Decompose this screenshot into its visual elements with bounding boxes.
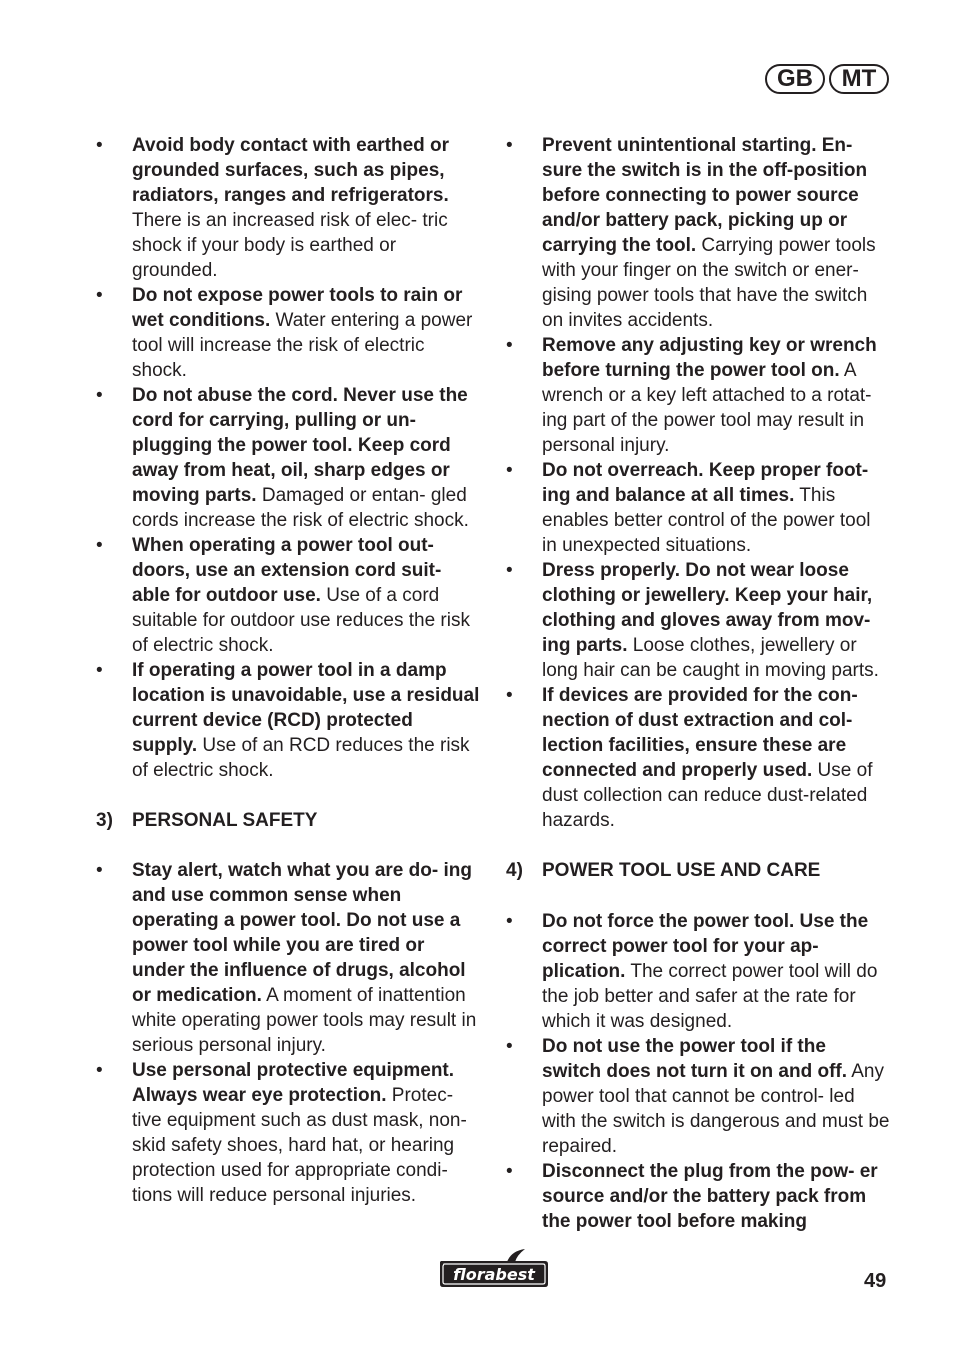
item-bold-text: If devices are provided for the con- nection of dust extraction and col- lection facilities, ensure these are connected and properly used. [542,685,858,781]
item-bold-text: Do not force the power tool. Use the correct power tool for your ap- plication. [542,911,869,982]
item-text: The correct power tool will do the job better and safer at the rate for which it was designed. [542,961,878,1032]
item-bold-text: Dress properly. Do not wear loose clothing or jewellery. Keep your hair, clothing and gloves away from mov- ing parts. [542,560,873,656]
list-item [96,383,480,533]
list-item [506,909,890,1034]
item-bold-text: Do not abuse the cord. Never use the cord for carrying, pulling or un- plugging the power tool. Keep cord away from heat, oil, sharp edges or moving parts. [132,385,468,506]
item-text: Use of an RCD reduces the risk of electric shock. [132,735,470,781]
list-item [506,1159,890,1234]
language-badge-mt: MT [829,64,889,94]
item-bold-text: Do not overreach. Keep proper foot- ing and balance at all times. [542,460,869,506]
item-bold-text: Disconnect the plug from the pow- er source and/or the battery pack from the power tool before making [542,1161,878,1232]
section-number: 4) [506,860,523,881]
bullet: • [506,135,513,156]
item-text: There is an increased risk of elec- tric shock if your body is earthed or grounded. [132,210,448,281]
language-badges [765,64,889,94]
bullet: • [506,1161,513,1182]
item-text: Use of a cord suitable for outdoor use reduces the risk of electric shock. [132,585,470,656]
bullet: • [96,385,103,406]
florabest-logo [437,1247,551,1289]
bullet: • [96,660,103,681]
logo-text: florabest [453,1265,535,1284]
list-item [96,533,480,658]
bullet: • [506,911,513,932]
item-bold-text: Do not use the power tool if the switch does not turn it on and off. [542,1036,848,1082]
bullet: • [506,335,513,356]
item-bold-text: When operating a power tool out- doors, use an extension cord suit- able for outdoor use. [132,535,442,606]
page-number: 49 [864,1270,887,1292]
item-text: Any power tool that cannot be control- led with the switch is dangerous and must be repaired. [542,1061,890,1157]
list-item [96,658,480,783]
bullet: • [506,685,513,706]
item-text: Damaged or entan- gled cords increase the risk of electric shock. [132,485,469,531]
list-item [96,283,480,383]
left-column [96,133,480,1208]
bullet: • [96,1060,103,1081]
list-item [506,683,890,833]
bullet: • [96,135,103,156]
item-bold-text: Use personal protective equipment. Always wear eye protection. [132,1060,455,1106]
section-heading-power-tool-use [506,858,890,883]
bullet: • [506,560,513,581]
item-text: A wrench or a key left attached to a rotat- ing part of the power tool may result in personal injury. [542,360,872,456]
item-text: Loose clothes, jewellery or long hair can be caught in moving parts. [542,635,879,681]
item-text: This enables better control of the power tool in unexpected situations. [542,485,871,556]
item-bold-text: Avoid body contact with earthed or grounded surfaces, such as pipes, radiators, ranges and refrigerators. [132,135,450,206]
section-title: POWER TOOL USE AND CARE [542,860,821,881]
list-item [506,558,890,683]
list-item [96,1058,480,1208]
item-text: Carrying power tools with your finger on the switch or ener- gising power tools that have the switch on invites accidents. [542,235,876,331]
list-item [506,333,890,458]
item-bold-text: Remove any adjusting key or wrench before turning the power tool on. [542,335,877,381]
item-bold-text: Do not expose power tools to rain or wet conditions. [132,285,463,331]
list-item [96,858,480,1058]
item-bold-text: If operating a power tool in a damp location is unavoidable, use a residual current device (RCD) protected supply. [132,660,480,756]
section-title: PERSONAL SAFETY [132,810,318,831]
list-item [96,133,480,283]
bullet: • [96,535,103,556]
list-item [506,458,890,558]
item-text: A moment of inattention white operating power tools may result in serious personal injury. [132,985,477,1056]
item-bold-text: Prevent unintentional starting. En- sure the switch is in the off-position before connecting to power source and/or battery pack, picking up or carrying the tool. [542,135,868,256]
language-badge-gb: GB [765,64,825,94]
bullet: • [96,860,103,881]
section-number: 3) [96,810,113,831]
item-bold-text: Stay alert, watch what you are do- ing and use common sense when operating a power tool. Do not use a power tool while you are tired or under the influence of drugs, alcohol or medication. [132,860,472,1006]
bullet: • [506,1036,513,1057]
right-column [506,133,890,1234]
item-text: Water entering a power tool will increase the risk of electric shock. [132,310,473,381]
list-item [506,1034,890,1159]
item-text: Use of dust collection can reduce dust-related hazards. [542,760,873,831]
list-item [506,133,890,333]
bullet: • [506,460,513,481]
item-text: Protec- tive equipment such as dust mask, non- skid safety shoes, hard hat, or hearing protection used for appropriate condi- tions will reduce personal injuries. [132,1085,467,1206]
section-heading-personal-safety [96,808,480,833]
bullet: • [96,285,103,306]
